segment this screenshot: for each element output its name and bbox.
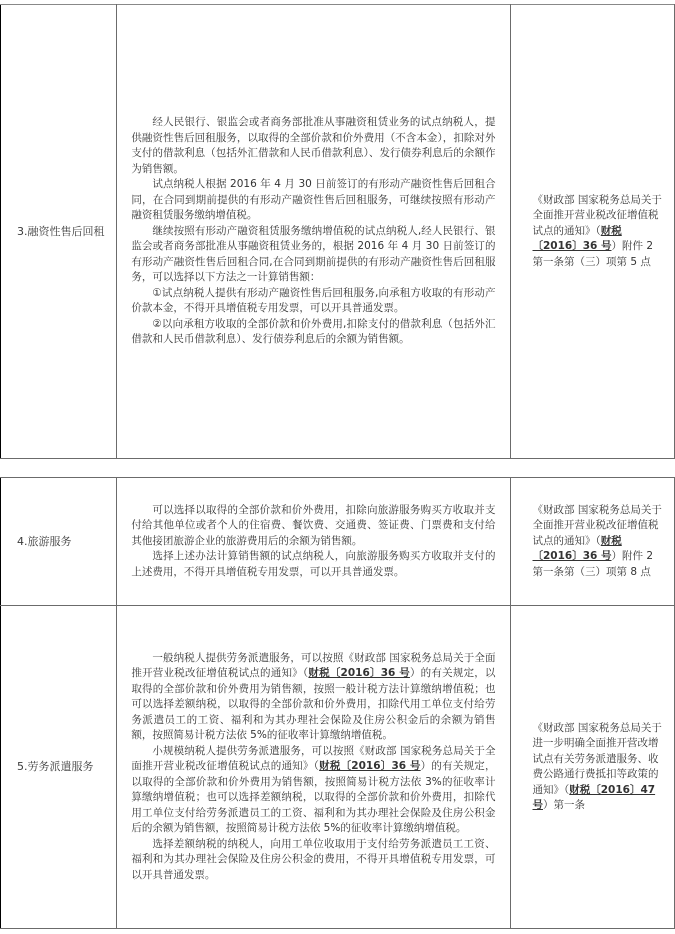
source-doc-number: 财税〔2016〕36 号: [532, 534, 622, 563]
source-text: 《财政部 国家税务总局关于进一步明确全面推开营改增试点有关劳务派遣服务、收费公路通行费抵扣等政策的通知》（: [532, 721, 662, 796]
row-source: [510, 5, 675, 459]
row-content: [117, 478, 510, 606]
row-content: [117, 606, 510, 929]
source-text: ）第一条: [543, 799, 585, 811]
source-doc-number: 财税〔2016〕47 号: [532, 783, 656, 811]
paragraph-text: ）的有关规定，以取得的全部价款和价外费用为销售额，按照一般计税方法计算缴纳增值税；也可以选择差额纳税，以取得的全部价款和价外费用，扣除代用工单位支付给劳务派遣员工的工资、福利和为其办理社会保险及住房公积金后的余额为销售额，按照简易计税方法依 5%的征收率计算缴纳增值税。: [131, 667, 496, 742]
row-source: [510, 478, 675, 606]
row-label: 3.融资性售后回租: [1, 5, 117, 459]
source-text: ）附件 2 第一条第（三）项第 5 点: [532, 240, 654, 268]
paragraph-text: 小规模纳税人提供劳务派遣服务，可以按照《财政部 国家税务总局关于全面推开营业税改征增值税试点的通知》（: [131, 744, 496, 773]
source-text: 《财政部 国家税务总局关于全面推开营业税改征增值税试点的通知》（: [532, 193, 662, 237]
paragraph: 经人民银行、银监会或者商务部批准从事融资租赁业务的试点纳税人，提供融资性售后回租服务，以取得的全部价款和价外费用（不含本金），扣除对外支付的借款利息（包括外汇借款和人民币借款利息）、发行债券利息后的余额作为销售额。: [131, 116, 496, 175]
row-source: [510, 606, 675, 929]
row-label: 5.劳务派遣服务: [1, 606, 117, 929]
row-content: [117, 5, 510, 459]
table-row: [1, 478, 675, 606]
paragraph: ①试点纳税人提供有形动产融资性售后回租服务,向承租方收取的有形动产价款本金，不得开具增值税专用发票，可以开具普通发票。: [131, 286, 496, 315]
table-row: [1, 606, 675, 929]
source-doc-number: 财税〔2016〕36 号: [532, 224, 622, 253]
paragraph: 试点纳税人根据 2016 年 4 月 30 日前签订的有形动产融资性售后回租合同，在合同到期前提供的有形动产融资性售后回租服务，可继续按照有形动产融资租赁服务缴纳增值税。: [131, 178, 496, 222]
paragraph-text: ）的有关规定，以取得的全部价款和价外费用为销售额，按照简易计税方法依 3%的征收率计算缴纳增值税；也可以选择差额纳税，以取得的全部价款和价外费用，扣除代用工单位支付给劳务派遣员工的工资、福利和为其办理社会保险及住房公积金后的余额为销售额，按照简易计税方法依 5%的征收率计算缴纳增值税。: [131, 760, 496, 835]
policy-table-part1: [0, 4, 675, 459]
paragraph: ②以向承租方收取的全部价款和价外费用,扣除支付的借款利息（包括外汇借款和人民币借款利息）、发行债券利息后的余额为销售额。: [131, 317, 496, 346]
table-row: [1, 5, 675, 459]
paragraph: 选择差额纳税的纳税人，向用工单位收取用于支付给劳务派遣员工工资、福利和为其办理社会保险及住房公积金的费用，不得开具增值税专用发票，可以开具普通发票。: [131, 837, 496, 881]
doc-number: 财税〔2016〕36 号: [319, 760, 421, 773]
policy-table-part2: [0, 477, 675, 929]
paragraph: 选择上述办法计算销售额的试点纳税人，向旅游服务购买方收取并支付的上述费用，不得开具增值税专用发票，可以开具普通发票。: [131, 550, 496, 578]
paragraph: [131, 651, 495, 744]
paragraph: [131, 744, 495, 837]
row-label: 4.旅游服务: [1, 478, 117, 606]
paragraph: 可以选择以取得的全部价款和价外费用，扣除向旅游服务购买方收取并支付给其他单位或者个人的住宿费、餐饮费、交通费、签证费、门票费和支付给其他接团旅游企业的旅游费用后的余额为销售额。: [131, 503, 496, 547]
paragraph-text: 一般纳税人提供劳务派遣服务，可以按照《财政部 国家税务总局关于全面推开营业税改征增值税试点的通知》（: [131, 651, 496, 680]
doc-number: 财税〔2016〕36 号: [308, 667, 410, 680]
paragraph: 继续按照有形动产融资租赁服务缴纳增值税的试点纳税人,经人民银行、银监会或者商务部批准从事融资租赁业务的，根据 2016 年 4 月 30 日前签订的有形动产融资性售后回租合同,在合同到期前提供的有形动产融资性售后回租服务，可以选择以下方法之一计算销售额：: [131, 224, 496, 284]
source-text: ）附件 2 第一条第（三）项第 8 点: [532, 550, 654, 578]
source-text: 《财政部 国家税务总局关于全面推开营业税改征增值税试点的通知》（: [532, 503, 662, 547]
